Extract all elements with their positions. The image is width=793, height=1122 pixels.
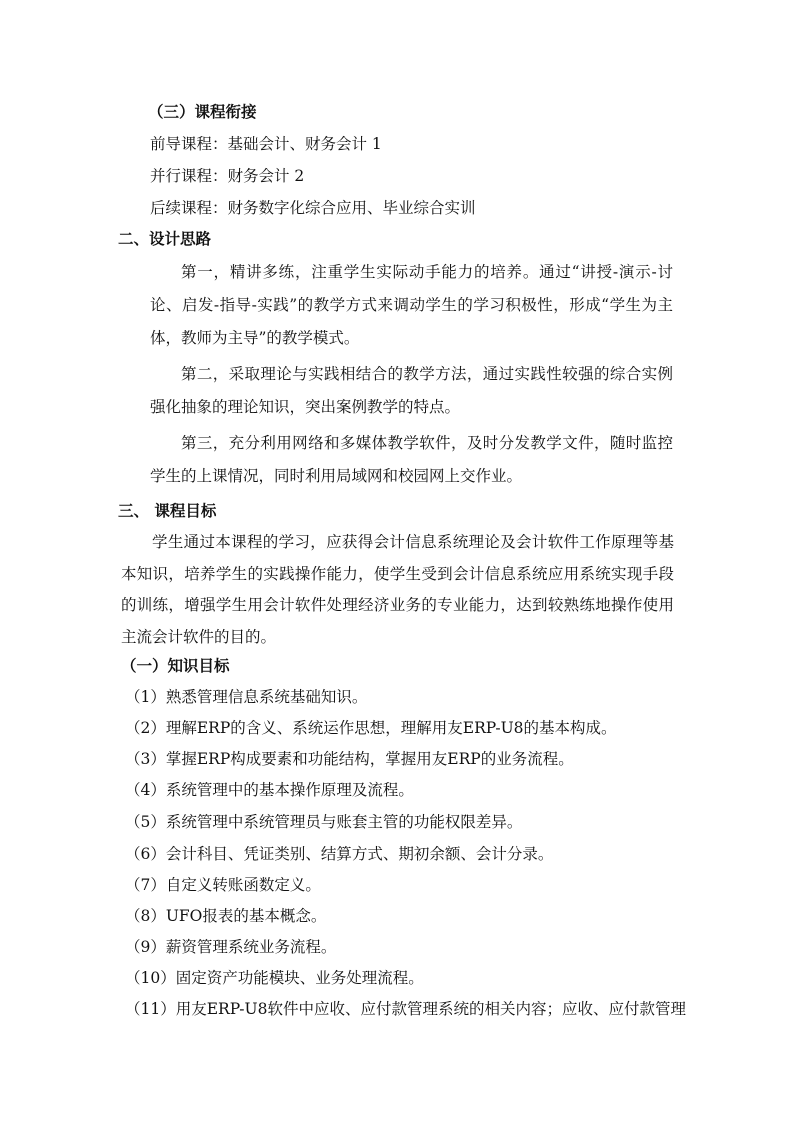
design-paragraph-2: 第二，采取理论与实践相结合的教学方法，通过实践性较强的综合实例强化抽象的理论知识，突出案例教学的特点。 xyxy=(150,365,673,416)
knowledge-item: （7）自定义转账函数定义。 xyxy=(125,876,321,894)
knowledge-item: （10）固定资产功能模块、业务处理流程。 xyxy=(125,969,424,987)
knowledge-item: （1）熟悉管理信息系统基础知识。 xyxy=(125,688,368,706)
section-heading-course-objectives: 三、 课程目标 xyxy=(118,502,217,520)
section-heading-design-idea: 二、设计思路 xyxy=(118,230,212,248)
knowledge-item: （9）薪资管理系统业务流程。 xyxy=(125,938,337,956)
knowledge-item: （6）会计科目、凭证类别、结算方式、期初余额、会计分录。 xyxy=(125,845,554,863)
knowledge-item: （2）理解ERP的含义、系统运作思想，理解用友ERP-U8的基本构成。 xyxy=(125,719,617,737)
prerequisite-courses: 前导课程：基础会计、财务会计 1 xyxy=(150,135,382,153)
knowledge-item: （4）系统管理中的基本操作原理及流程。 xyxy=(125,781,414,799)
section-heading-course-connection: （三）课程衔接 xyxy=(148,103,257,121)
knowledge-item: （3）掌握ERP构成要素和功能结构，掌握用友ERP的业务流程。 xyxy=(125,750,574,768)
knowledge-item: （8）UFO报表的基本概念。 xyxy=(125,907,327,925)
knowledge-item: （11）用友ERP-U8软件中应收、应付款管理系统的相关内容；应收、应付款管理 xyxy=(125,1000,686,1018)
design-paragraph-1: 第一，精讲多练，注重学生实际动手能力的培养。通过“讲授-演示-讨论、启发-指导-实践”的教学方式来调动学生的学习积极性，形成“学生为主体，教师为主导”的教学模式。 xyxy=(150,263,673,347)
design-paragraph-3: 第三，充分利用网络和多媒体教学软件，及时分发教学文件，随时监控学生的上课情况，同时利用局域网和校园网上交作业。 xyxy=(150,434,673,485)
objectives-intro-paragraph: 学生通过本课程的学习，应获得会计信息系统理论及会计软件工作原理等基本知识，培养学生的实践操作能力，使学生受到会计信息系统应用系统实现手段的训练，增强学生用会计软件处理经济业务的专业能力，达到较熟练地操作使用主流会计软件的目的。 xyxy=(121,533,674,646)
parallel-courses: 并行课程：财务会计 2 xyxy=(150,167,305,185)
knowledge-item: （5）系统管理中系统管理员与账套主管的功能权限差异。 xyxy=(125,813,523,831)
followup-courses: 后续课程：财务数字化综合应用、毕业综合实训 xyxy=(150,199,476,217)
sub-heading-knowledge-objectives: （一）知识目标 xyxy=(121,657,230,675)
